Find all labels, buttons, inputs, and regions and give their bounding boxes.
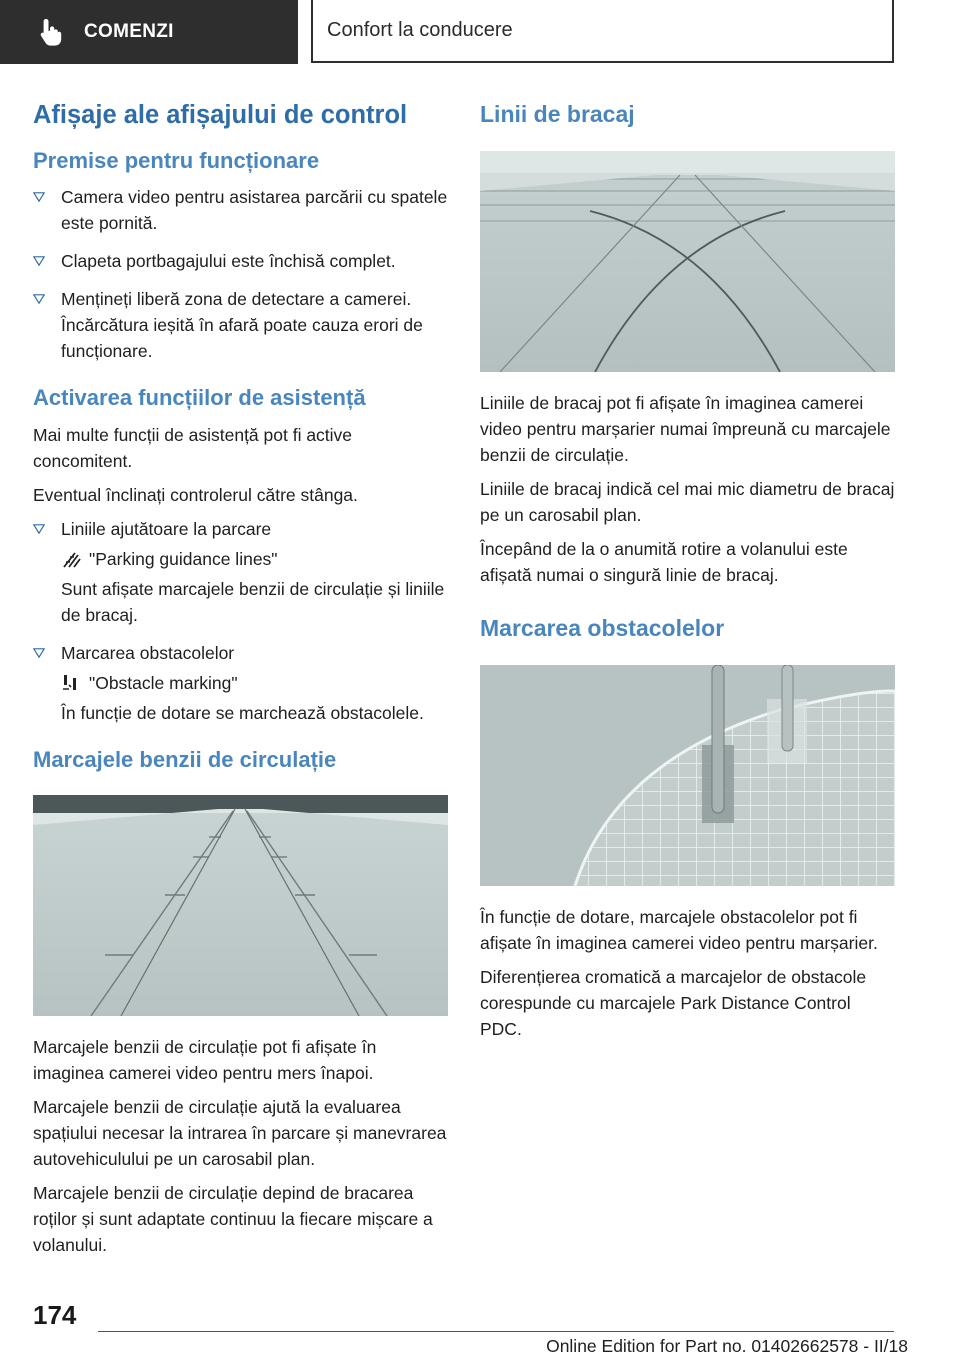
obstacle-marking-icon <box>61 673 81 693</box>
chapter-tab[interactable] <box>0 0 298 64</box>
turning-lines-illustration <box>480 151 895 372</box>
left-column <box>33 100 448 1266</box>
lane-markings-illustration <box>33 795 448 1016</box>
paragraph: Marcajele benzii de circulație pot fi afișate în imaginea camerei video pentru mers înapoi. <box>33 1037 377 1084</box>
page-title: Afișaje ale afișajului de control <box>33 101 408 129</box>
footer-divider <box>98 1331 894 1332</box>
list-item: Marcarea obstacolelor "Obstacle marking" În funcție de dotare se marchează obstacolele. <box>33 640 448 726</box>
bullet-triangle-icon <box>33 256 45 266</box>
chapter-title: Confort la conducere <box>311 0 894 63</box>
paragraph: Liniile de bracaj indică cel mai mic diametru de bracaj pe un carosabil plan. <box>480 478 895 525</box>
bullet-triangle-icon <box>33 648 45 658</box>
hand-touch-icon <box>38 17 64 47</box>
paragraph: În funcție de dotare, marcajele obstacolelor pot fi afișate în imaginea camerei video pentru marșarier. <box>480 906 878 953</box>
bullet-triangle-icon <box>33 294 45 304</box>
paragraph: Marcajele benzii de circulație ajută la evaluarea spațiului necesar la intrarea în parcare și manevrarea autovehiculului pe un carosabil plan. <box>33 1097 447 1170</box>
list-item: Mențineți liberă zona de detectare a camerei. Încărcătura ieșită în afară poate cauza erori de funcționare. <box>33 286 448 364</box>
right-column <box>480 100 895 1050</box>
premises-list <box>33 184 448 364</box>
section-heading-turning-lines: Linii de bracaj <box>480 101 635 127</box>
paragraph: Eventual înclinați controlerul către stânga. <box>33 484 358 505</box>
paragraph: Începând de la o anumită rotire a volanului este afișată numai o singură linie de bracaj. <box>480 538 848 585</box>
obstacle-marking-option[interactable]: "Obstacle marking" <box>61 670 448 696</box>
chapter-tab-label: COMENZI <box>84 21 174 42</box>
bullet-triangle-icon <box>33 192 45 202</box>
section-heading-obstacle-marking: Marcarea obstacolelor <box>480 614 725 641</box>
page-number: 174 <box>33 1300 77 1330</box>
list-item: Camera video pentru asistarea parcării cu spatele este pornită. <box>33 184 448 236</box>
parking-guidance-lines-icon <box>61 549 81 569</box>
section-heading-activation: Activarea funcțiilor de asistență <box>33 385 366 411</box>
section-heading-premises: Premise pentru funcționare <box>33 147 320 173</box>
list-item: Clapeta portbagajului este închisă complet. <box>33 248 448 274</box>
paragraph: Mai multe funcții de asistență pot fi active concomitent. <box>33 424 353 471</box>
footer-edition: Online Edition for Part no. 01402662578 - II/18 <box>546 1336 908 1356</box>
assist-functions-list <box>33 516 448 726</box>
paragraph: Marcajele benzii de circulație depind de bracarea roților și sunt adaptate continuu la fiecare mișcare a volanului. <box>33 1183 433 1256</box>
section-heading-lane-markings: Marcajele benzii de circulație <box>33 746 337 772</box>
list-item: Liniile ajutătoare la parcare "Parking guidance lines" Sunt afișate marcajele benzii de circulație și liniile de bracaj. <box>33 516 448 628</box>
parking-guidance-option[interactable]: "Parking guidance lines" <box>61 546 448 572</box>
paragraph: Diferențierea cromatică a marcajelor de obstacole corespunde cu marcajele Park Distance Control PDC. <box>480 966 867 1039</box>
bullet-triangle-icon <box>33 524 45 534</box>
paragraph: Liniile de bracaj pot fi afișate în imaginea camerei video pentru marșarier numai împreună cu marcajele benzii de circulație. <box>480 392 891 465</box>
obstacle-marking-illustration <box>480 665 895 886</box>
